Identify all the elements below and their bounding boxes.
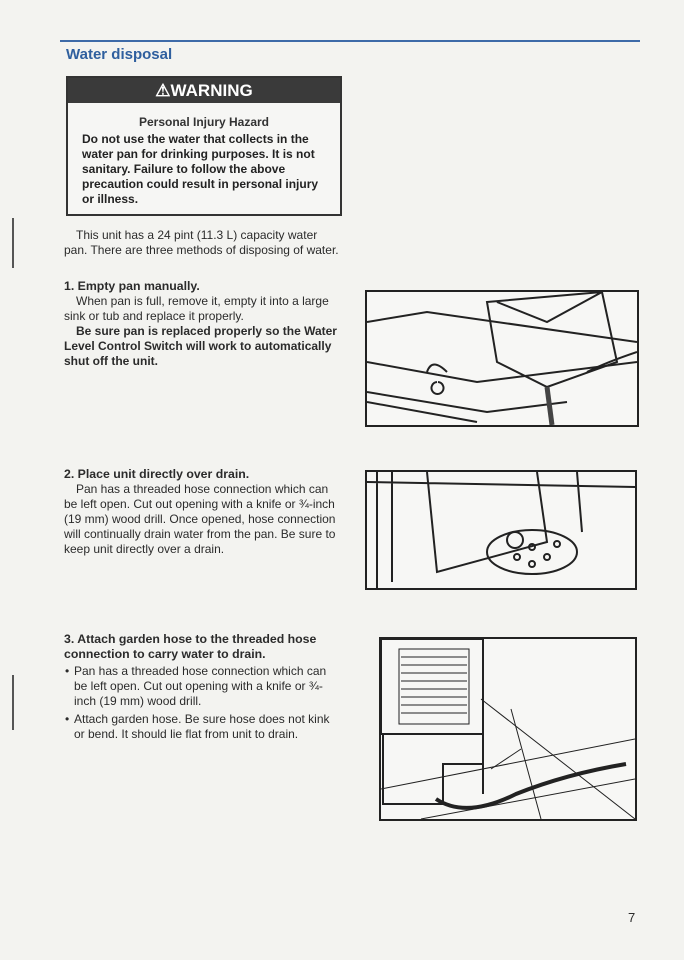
illustration-empty-pan — [365, 290, 639, 427]
method-2-heading: 2. Place unit directly over drain. — [64, 467, 250, 481]
illustration-unit-over-drain — [365, 470, 637, 590]
method-1-heading: 1. Empty pan manually. — [64, 279, 200, 293]
binding-mark — [12, 675, 14, 730]
warning-text: Do not use the water that collects in the water pan for drinking purposes. It is not sanitary. Failure to follow the above precaution could result in personal injury or illness. — [82, 132, 319, 206]
illustration-garden-hose — [379, 637, 637, 821]
method-3-bullets — [64, 664, 340, 742]
intro-text: This unit has a 24 pint (11.3 L) capacity water pan. There are three methods of disposing of water. — [64, 228, 339, 257]
warning-triangle-icon: ⚠ — [155, 81, 171, 100]
page-number: 7 — [628, 910, 636, 925]
bullet-item: • Pan has a threaded hose connection which can be left open. Cut out opening with a knife or ¾-inch (19 mm) wood drill. — [74, 664, 340, 709]
method-3-heading: 3. Attach garden hose to the threaded hose connection to carry water to drain. — [64, 632, 317, 661]
method-1-note: Be sure pan is replaced properly so the Water Level Control Switch will work to automatically shut off the unit. — [64, 324, 337, 368]
method-2-text: Pan has a threaded hose connection which can be left open. Cut out opening with a knife or ¾-inch (19 mm) wood drill. Once opened, hose connection will continually drain water from the pan. Be sure to keep unit directly over a drain. — [64, 482, 336, 556]
header-rule — [60, 40, 640, 42]
method-2 — [64, 467, 340, 557]
method-1-text: When pan is full, remove it, empty it into a large sink or tub and replace it properly. — [64, 294, 329, 323]
section-title: Water disposal — [66, 46, 173, 63]
intro — [64, 228, 340, 258]
warning-label: WARNING — [170, 81, 253, 100]
warning-box — [66, 76, 342, 216]
bullet-item: • Attach garden hose. Be sure hose does not kink or bend. It should lie flat from unit to drain. — [74, 712, 340, 742]
binding-mark — [12, 218, 14, 268]
hazard-title: Personal Injury Hazard — [138, 115, 270, 129]
method-1 — [64, 279, 340, 369]
warning-header — [68, 78, 340, 103]
method-3 — [64, 632, 340, 745]
